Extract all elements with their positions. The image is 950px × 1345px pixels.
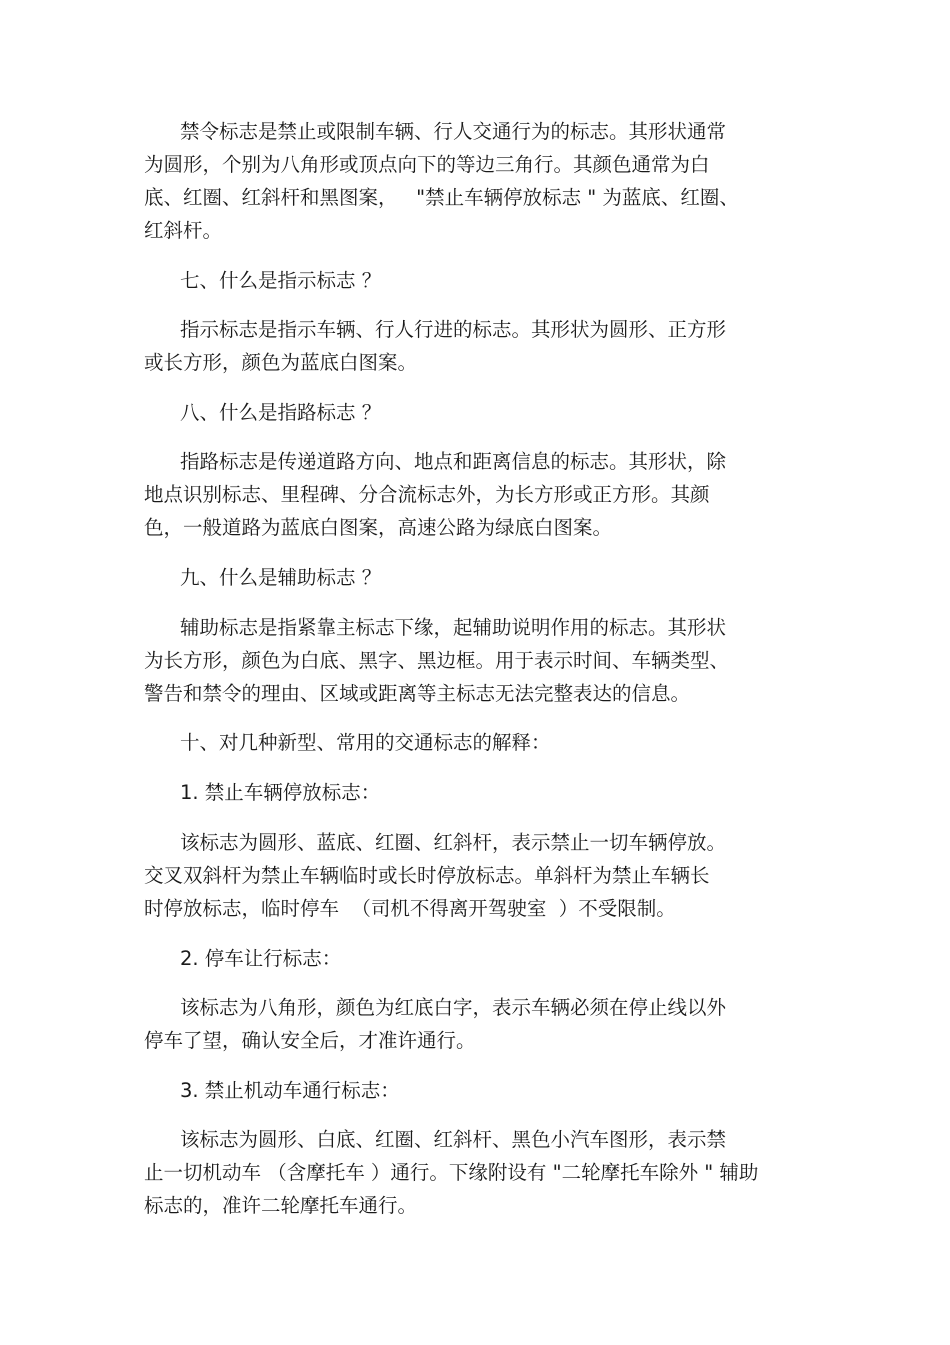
section-heading: 九、什么是辅助标志 ？ [180,566,382,589]
paragraph-line: 时停放标志，临时停车 （司机不得离开驾驶室 ）不受限制。 [144,897,676,920]
paragraph-line: 色，一般道路为蓝底白图案，高速公路为绿底白图案。 [144,516,613,539]
subsection-heading: 3. 禁止机动车通行标志： [180,1079,400,1102]
paragraph-line: 该标志为圆形、白底、红圈、红斜杆、黑色小汽车图形，表示禁 [180,1128,727,1151]
paragraph-line: 指路标志是传递道路方向、地点和距离信息的标志。其形状，除 [180,450,727,473]
paragraph-line: 红斜杆。 [144,219,223,242]
paragraph-line: 底、红圈、红斜杆和黑图案， "禁止车辆停放标志 " 为蓝底、红圈、 [144,186,739,209]
paragraph-line: 该标志为圆形、蓝底、红圈、红斜杆，表示禁止一切车辆停放。 [180,831,727,854]
subsection-heading: 2. 停车让行标志： [180,947,342,970]
paragraph-line: 止一切机动车 （含摩托车 ）通行。下缘附设有 "二轮摩托车除外 " 辅助 [144,1161,759,1184]
paragraph-line: 或长方形，颜色为蓝底白图案。 [144,351,418,374]
paragraph-line: 地点识别标志、里程碑、分合流标志外，为长方形或正方形。其颜 [144,483,710,506]
paragraph-line: 指示标志是指示车辆、行人行进的标志。其形状为圆形、正方形 [180,318,727,341]
paragraph-line: 标志的，准许二轮摩托车通行。 [144,1194,418,1217]
paragraph-line: 交叉双斜杆为禁止车辆临时或长时停放标志。单斜杆为禁止车辆长 [144,864,710,887]
section-heading: 八、什么是指路标志 ？ [180,401,382,424]
paragraph-line: 该标志为八角形，颜色为红底白字，表示车辆必须在停止线以外 [180,996,727,1019]
paragraph-line: 为圆形，个别为八角形或顶点向下的等边三角行。其颜色通常为白 [144,153,710,176]
section-heading: 七、什么是指示标志 ？ [180,269,382,292]
paragraph-line: 警告和禁令的理由、区域或距离等主标志无法完整表达的信息。 [144,682,691,705]
paragraph-line: 停车了望，确认安全后，才准许通行。 [144,1029,476,1052]
paragraph-line: 禁令标志是禁止或限制车辆、行人交通行为的标志。其形状通常 [180,120,727,143]
paragraph-line: 辅助标志是指紧靠主标志下缘，起辅助说明作用的标志。其形状 [180,616,727,639]
paragraph-line: 为长方形，颜色为白底、黑字、黑边框。用于表示时间、车辆类型、 [144,649,730,672]
section-heading: 十、对几种新型、常用的交通标志的解释： [180,731,551,754]
subsection-heading: 1. 禁止车辆停放标志： [180,781,381,804]
